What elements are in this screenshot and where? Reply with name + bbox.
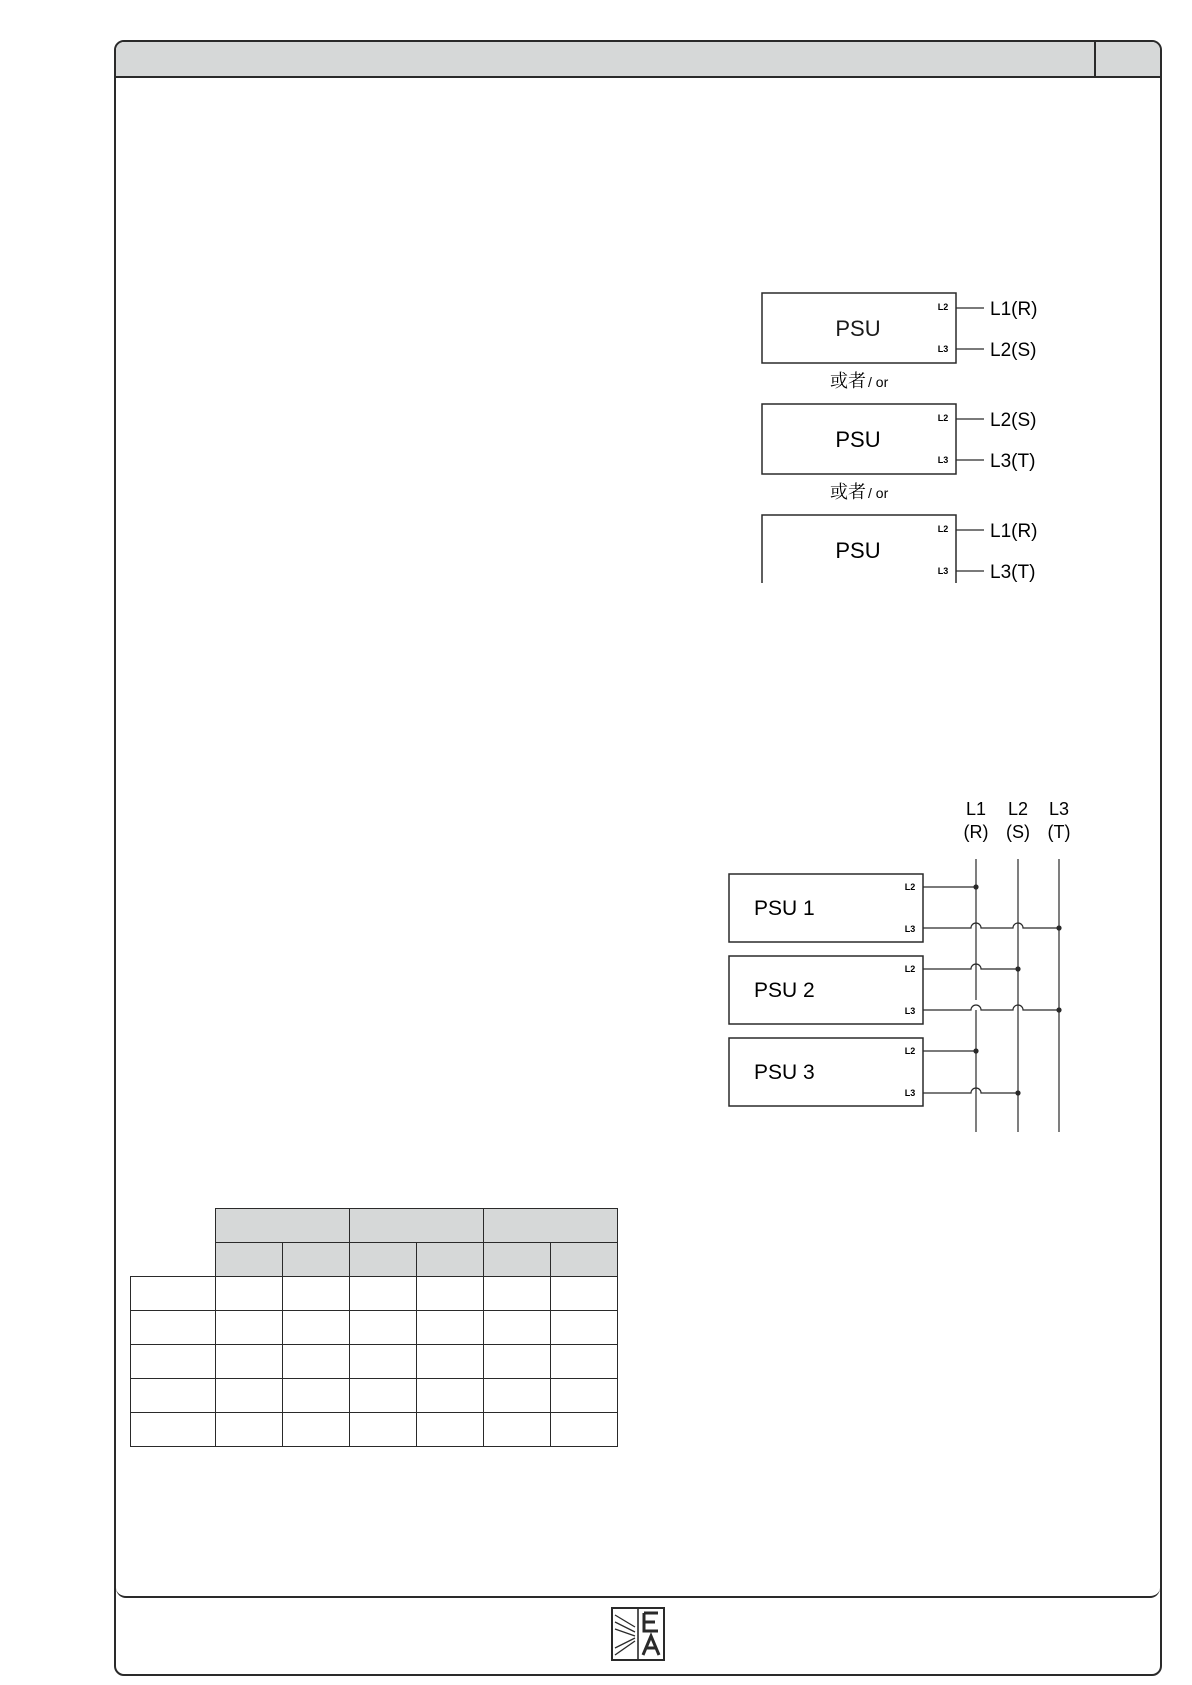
- table-cell: [550, 1378, 618, 1413]
- table-cell: [550, 1276, 618, 1311]
- table-cell: [416, 1310, 484, 1345]
- table-cell: [282, 1276, 350, 1311]
- table-cell: [282, 1310, 350, 1345]
- phase-label: L3(T): [990, 562, 1036, 583]
- table-cell: [416, 1276, 484, 1311]
- table-cell: [349, 1378, 417, 1413]
- table-cell: [550, 1344, 618, 1379]
- diagram-three-phase: [726, 795, 1086, 1125]
- psu-label: PSU: [835, 427, 881, 452]
- table-cell: [550, 1412, 618, 1447]
- table-subheader-cell: [349, 1242, 417, 1277]
- phase-line-name: L2: [1007, 799, 1029, 819]
- terminal-label: L2: [937, 302, 949, 312]
- diagram-single-phase: [758, 286, 1098, 586]
- table-row-label-cell: [130, 1412, 216, 1447]
- table-cell: [416, 1378, 484, 1413]
- phase-label: L1(R): [990, 521, 1038, 542]
- terminal-label: L3: [904, 1088, 916, 1098]
- psu-label: PSU 3: [754, 1061, 815, 1084]
- table-cell: [483, 1310, 551, 1345]
- phase-label: L2(S): [990, 340, 1037, 361]
- header-band: [116, 42, 1160, 78]
- psu-block-2: [762, 404, 1036, 474]
- terminal-label: L3: [904, 924, 916, 934]
- table-cell: [282, 1378, 350, 1413]
- table-cell: [550, 1310, 618, 1345]
- table-cell: [215, 1344, 283, 1379]
- table-cell: [282, 1344, 350, 1379]
- terminal-label: L2: [904, 964, 916, 974]
- table-subheader-cell: [215, 1242, 283, 1277]
- or-separator-en: / or: [868, 485, 889, 501]
- table-cell: [483, 1344, 551, 1379]
- phase-label: L2(S): [990, 410, 1037, 431]
- table-cell: [349, 1276, 417, 1311]
- psu-label: PSU: [835, 316, 881, 341]
- phase-label: L3(T): [990, 451, 1036, 472]
- table-cell: [215, 1310, 283, 1345]
- table-row-label-cell: [130, 1344, 216, 1379]
- ea-logo-icon: [611, 1607, 665, 1661]
- phase-line-code: (R): [963, 822, 989, 842]
- or-separator-en: / or: [868, 374, 889, 390]
- table-cell: [416, 1412, 484, 1447]
- psu-label: PSU 1: [754, 897, 815, 920]
- table-row-label-cell: [130, 1378, 216, 1413]
- table-cell: [483, 1412, 551, 1447]
- table-cell: [349, 1344, 417, 1379]
- table-subheader-cell: [416, 1242, 484, 1277]
- phase-headers: [964, 799, 1071, 842]
- terminal-label: L2: [904, 1046, 916, 1056]
- table-cell: [215, 1378, 283, 1413]
- or-separator-2: [830, 482, 889, 502]
- psu-block-1: [762, 293, 1038, 363]
- table-cell: [215, 1412, 283, 1447]
- table-subheader-cell: [282, 1242, 350, 1277]
- terminal-label: L3: [904, 1006, 916, 1016]
- psu-unit-1: [729, 874, 1062, 942]
- table-row-label-cell: [130, 1276, 216, 1311]
- table-row-label-cell: [130, 1310, 216, 1345]
- header-divider: [1094, 42, 1096, 78]
- table-cell: [215, 1276, 283, 1311]
- table-subheader-cell: [483, 1242, 551, 1277]
- terminal-label: L3: [937, 344, 949, 354]
- terminal-label: L2: [904, 882, 916, 892]
- psu-unit-3: [729, 1038, 1021, 1106]
- phase-line-code: (T): [1047, 822, 1071, 842]
- phase-line-name: L1: [965, 799, 987, 819]
- table-header-cell: [483, 1208, 618, 1243]
- table-cell: [483, 1378, 551, 1413]
- table-cell: [483, 1276, 551, 1311]
- terminal-label: L2: [937, 524, 949, 534]
- psu-unit-2: [729, 956, 1062, 1024]
- table-cell: [349, 1412, 417, 1447]
- phase-line-code: (S): [1006, 822, 1030, 842]
- or-separator-cn: 或者: [830, 371, 866, 391]
- table-cell: [416, 1344, 484, 1379]
- or-separator-1: [830, 371, 889, 391]
- phase-label: L1(R): [990, 299, 1038, 320]
- table-header-cell: [215, 1208, 350, 1243]
- terminal-label: L3: [937, 566, 949, 576]
- or-separator-cn: 或者: [830, 482, 866, 502]
- terminal-label: L3: [937, 455, 949, 465]
- table-cell: [349, 1310, 417, 1345]
- psu-label: PSU: [835, 538, 881, 563]
- psu-label: PSU 2: [754, 979, 815, 1002]
- table-cell: [282, 1412, 350, 1447]
- psu-block-3: [762, 515, 1038, 583]
- table-subheader-cell: [550, 1242, 618, 1277]
- phase-line-name: L3: [1048, 799, 1070, 819]
- table-header-cell: [349, 1208, 484, 1243]
- terminal-label: L2: [937, 413, 949, 423]
